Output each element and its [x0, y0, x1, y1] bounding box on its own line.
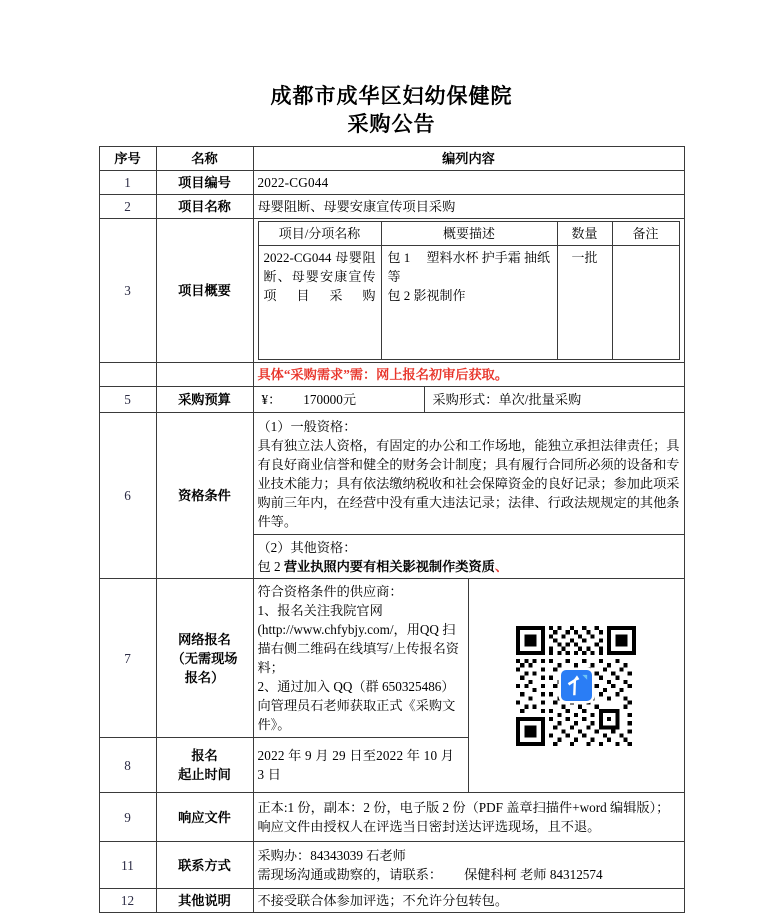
contact-line-2 — [258, 865, 680, 884]
row-label-response-documents: 响应文件 — [156, 793, 253, 842]
online-registration-label-line-2: （无需现场 — [171, 650, 238, 666]
project-code-value: 2022-CG044 — [253, 171, 684, 195]
budget-amount: 170000元 — [303, 392, 357, 407]
subheader-quantity: 数量 — [557, 222, 612, 246]
table-header-row — [99, 147, 684, 171]
row-number: 12 — [99, 889, 156, 913]
table-row — [99, 195, 684, 219]
subrow-description — [381, 246, 557, 360]
row-label-budget: 采购预算 — [156, 387, 253, 413]
general-qualification-body: 具有独立法人资格，有固定的办公和工作场地，能独立承担法律责任；具有良好商业信誉和健全的财务会计制度；具有履行合同所必须的设备和专业技术能力；具有依法缴纳税收和社会保障资金的良好记录；参加此项采购前三年内，在经营中没有重大违法记录；法律、行政法规规定的其他条件等。 — [257, 438, 680, 529]
registration-qr-cell — [469, 579, 685, 793]
other-qualification-suffix: 、 — [494, 559, 509, 574]
purchase-form-value: 单次/批量采购 — [498, 392, 582, 407]
registration-line-1: 符合资格条件的供应商： — [257, 584, 403, 599]
registration-line-3: 2、通过加入 QQ（群 650325486）向管理员石老师获取正式《采购文件》。 — [257, 679, 456, 732]
header-name: 名称 — [156, 147, 253, 171]
page-title-line-1: 成都市成华区妇幼保健院 — [270, 84, 513, 108]
row-number: 6 — [99, 413, 156, 579]
subrow-description-line-2: 包 2 影视制作 — [387, 288, 466, 303]
subrow-description-spacer — [388, 305, 551, 357]
row-number: 11 — [99, 842, 156, 889]
qr-center-logo-icon — [561, 670, 592, 701]
other-qualification-bold: 营业执照内要有相关影视制作类资质 — [283, 559, 495, 574]
online-registration-instructions — [253, 579, 469, 738]
subheader-description: 概要描述 — [381, 222, 557, 246]
row-label-registration-period — [156, 738, 253, 793]
page-title-line-2: 采购公告 — [347, 112, 436, 136]
response-documents-cell — [253, 793, 684, 842]
registration-period-value: 2022 年 9 月 29 日至2022 年 10 月 3 日 — [253, 738, 469, 793]
table-row — [99, 793, 684, 842]
qualification-divider — [253, 534, 685, 535]
row-number: 7 — [99, 579, 156, 738]
procurement-notice-row — [99, 363, 684, 387]
row-label-contact: 联系方式 — [156, 842, 253, 889]
response-documents-line-1: 正本:1 份，副本：2 份，电子版 2 份（PDF 盖章扫描件+word 编辑版）； — [257, 800, 670, 815]
qr-logo-glyph — [561, 670, 592, 701]
budget-split-table — [254, 387, 684, 412]
contact-line-2-prefix: 需现场沟通或勘察的，请联系： — [257, 867, 443, 882]
announcement-table — [99, 146, 685, 913]
purchase-form-cell — [424, 387, 684, 412]
currency-symbol: ¥： — [261, 392, 282, 407]
table-row — [99, 413, 684, 579]
subheader-remark: 备注 — [612, 222, 679, 246]
budget-amount-cell — [254, 387, 425, 412]
row-number-empty — [99, 363, 156, 387]
header-content: 编列内容 — [253, 147, 684, 171]
other-qualification-prefix: 包 2 — [257, 559, 284, 574]
online-registration-label-line-3: 报名） — [184, 669, 225, 685]
row-label-project-name: 项目名称 — [156, 195, 253, 219]
other-qualification-body — [258, 557, 680, 576]
purchase-form-label: 采购形式： — [432, 392, 499, 407]
contact-line-2-value: 保健科柯 老师 84312574 — [464, 867, 603, 882]
row-number: 2 — [99, 195, 156, 219]
row-number: 5 — [99, 387, 156, 413]
qr-code-icon[interactable] — [516, 626, 636, 746]
subtable-row — [258, 246, 679, 360]
row-number: 9 — [99, 793, 156, 842]
row-label-qualifications: 资格条件 — [156, 413, 253, 579]
table-row — [99, 579, 684, 738]
budget-cell — [253, 387, 684, 413]
registration-period-label-line-2: 起止时间 — [178, 767, 231, 782]
contact-cell — [253, 842, 684, 889]
table-row — [99, 171, 684, 195]
table-row — [99, 842, 684, 889]
subrow-description-line-1: 包 1 塑料水杯 护手霜 抽纸等 — [387, 250, 551, 284]
online-registration-label-line-1: 网络报名 — [178, 631, 231, 647]
procurement-requirement-notice: 具体“采购需求”需：网上报名初审后获取。 — [253, 363, 684, 387]
row-label-project-code: 项目编号 — [156, 171, 253, 195]
row-number: 8 — [99, 738, 156, 793]
response-documents-line-2: 响应文件由授权人在评选当日密封送达评选现场，且不退。 — [257, 819, 601, 834]
contact-line-1: 采购办：84343039 石老师 — [257, 848, 406, 863]
project-name-value: 母婴阻断、母婴安康宣传项目采购 — [253, 195, 684, 219]
subrow-remark — [612, 246, 679, 360]
subheader-item-name: 项目/分项名称 — [258, 222, 381, 246]
row-label-project-summary: 项目概要 — [156, 219, 253, 363]
subtable-header-row — [258, 222, 679, 246]
budget-row — [254, 387, 684, 412]
registration-period-label-line-1: 报名 — [191, 748, 218, 763]
subrow-quantity: 一批 — [557, 246, 612, 360]
project-summary-subtable — [258, 221, 680, 360]
row-label-online-registration — [156, 579, 253, 738]
row-number: 3 — [99, 219, 156, 363]
qualifications-cell — [253, 413, 684, 579]
table-row — [99, 889, 684, 913]
row-number: 1 — [99, 171, 156, 195]
table-row — [99, 387, 684, 413]
row-label-other-notes: 其他说明 — [156, 889, 253, 913]
header-no: 序号 — [99, 147, 156, 171]
document-title-block — [0, 0, 783, 138]
subrow-item-name: 2022-CG044 母婴阻断、母婴安康宣传项目采购 — [258, 246, 381, 360]
other-notes-value: 不接受联合体参加评选；不允许分包转包。 — [253, 889, 684, 913]
table-row — [99, 219, 684, 363]
project-summary-cell — [253, 219, 684, 363]
general-qualification-heading: （1）一般资格： — [257, 419, 357, 434]
row-label-empty — [156, 363, 253, 387]
announcement-table-wrapper — [99, 146, 685, 913]
registration-line-2: 1、报名关注我院官网(http://www.chfybjy.com/，用QQ 扫描右侧二维码在线填写/上传报名资料； — [257, 603, 459, 675]
other-qualification-heading: （2）其他资格： — [257, 540, 357, 555]
